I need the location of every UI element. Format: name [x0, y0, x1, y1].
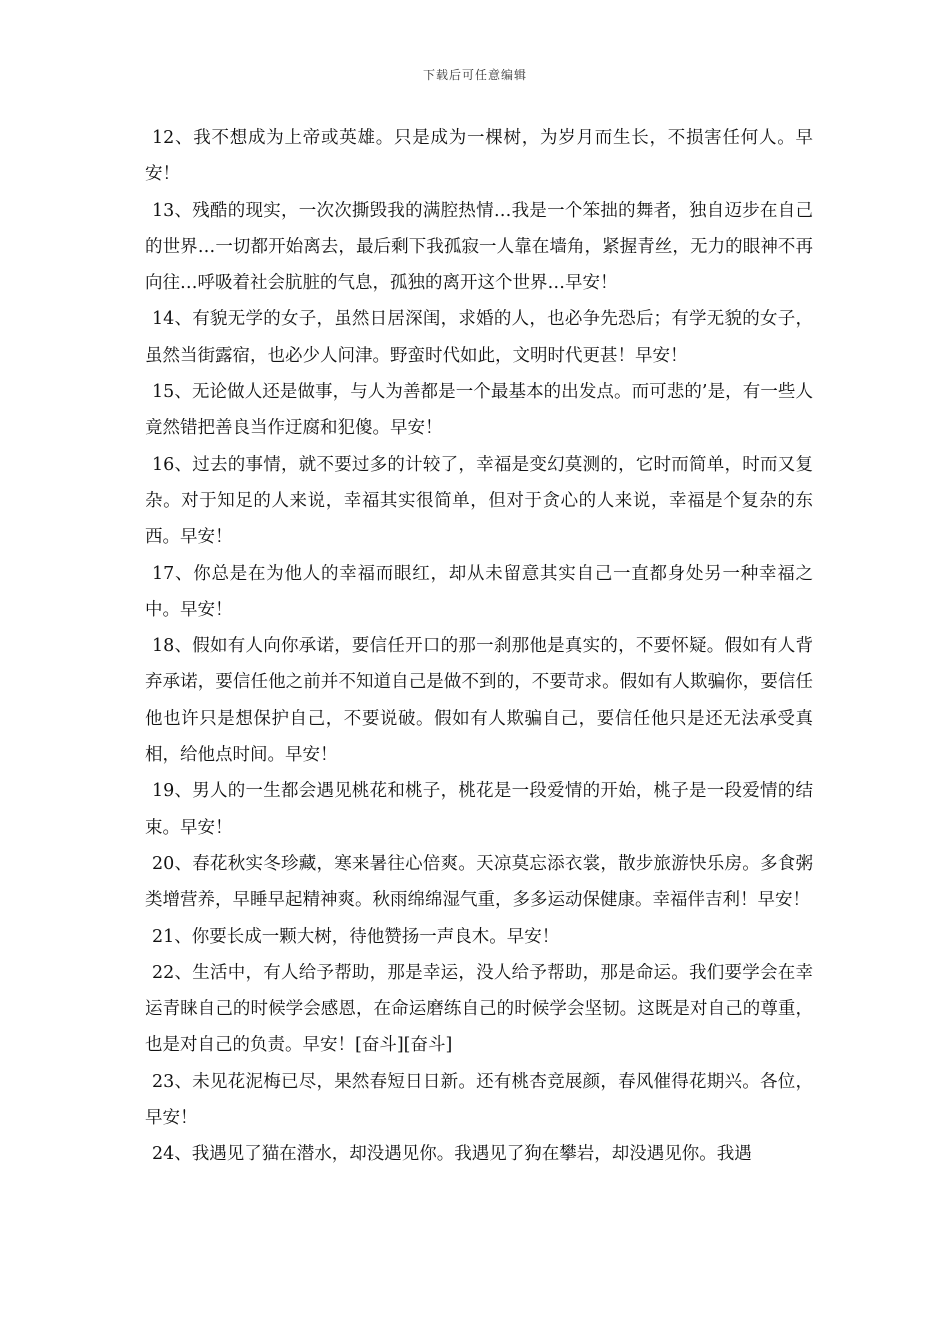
paragraph-15: 15、无论做人还是做事，与人为善都是一个最基本的出发点。而可悲的’是，有一些人竟然错把善良当作迂腐和犯傻。早安！	[145, 382, 813, 439]
paragraph-18: 18、假如有人向你承诺，要信任开口的那一刹那他是真实的，不要怀疑。假如有人背弃承诺，要信任他之前并不知道自己是做不到的，不要苛求。假如有人欺骗你，要信任他也许只是想保护自己，不要说破。假如有人欺骗自己，要信任他只是还无法承受真相，给他点时间。早安！	[145, 636, 813, 766]
paragraph-23: 23、未见花泥梅已尽，果然春短日日新。还有桃杏竞展颜，春风催得花期兴。各位，早安！	[145, 1071, 813, 1129]
paragraph-13: 13、残酷的现实，一次次撕毁我的满腔热情…我是一个笨拙的舞者，独自迈步在自己的世界…一切都开始离去，最后剩下我孤寂一人靠在墙角，紧握青丝，无力的眼神不再向往…呼吸着社会肮脏的气息，孤独的离开这个世界…早安！	[145, 200, 813, 294]
paragraph-19: 19、男人的一生都会遇见桃花和桃子，桃花是一段爱情的开始，桃子是一段爱情的结束。早安！	[145, 781, 813, 838]
document-body	[145, 120, 813, 1173]
paragraph-16: 16、过去的事情，就不要过多的计较了，幸福是变幻莫测的，它时而简单，时而又复杂。对于知足的人来说，幸福其实很简单，但对于贪心的人来说，幸福是个复杂的东西。早安！	[145, 454, 813, 548]
paragraph-12: 12、我不想成为上帝或英雄。只是成为一棵树，为岁月而生长，不损害任何人。早安！	[145, 128, 813, 185]
paragraph-20: 20、春花秋实冬珍藏，寒来暑往心倍爽。天凉莫忘添衣裳，散步旅游快乐房。多食粥类增营养，早睡早起精神爽。秋雨绵绵湿气重，多多运动保健康。幸福伴吉利！早安！	[145, 853, 813, 911]
paragraph-17: 17、你总是在为他人的幸福而眼红，却从未留意其实自己一直都身处另一种幸福之中。早安！	[145, 563, 813, 620]
paragraph-24: 24、我遇见了猫在潜水，却没遇见你。我遇见了狗在攀岩，却没遇见你。我遇	[152, 1144, 752, 1165]
paragraph-22: 22、生活中，有人给予帮助，那是幸运，没人给予帮助，那是命运。我们要学会在幸运青睐自己的时候学会感恩，在命运磨练自己的时候学会坚韧。这既是对自己的尊重，也是对自己的负责。早安！[奋斗][奋斗]	[145, 962, 813, 1056]
paragraph-14: 14、有貌无学的女子，虽然日居深闺，求婚的人，也必争先恐后；有学无貌的女子，虽然当街露宿，也必少人问津。野蛮时代如此，文明时代更甚！早安！	[145, 309, 813, 366]
paragraph-21: 21、你要长成一颗大树，待他赞扬一声良木。早安！	[152, 926, 560, 947]
page-header: 下载后可任意编辑	[422, 68, 527, 82]
